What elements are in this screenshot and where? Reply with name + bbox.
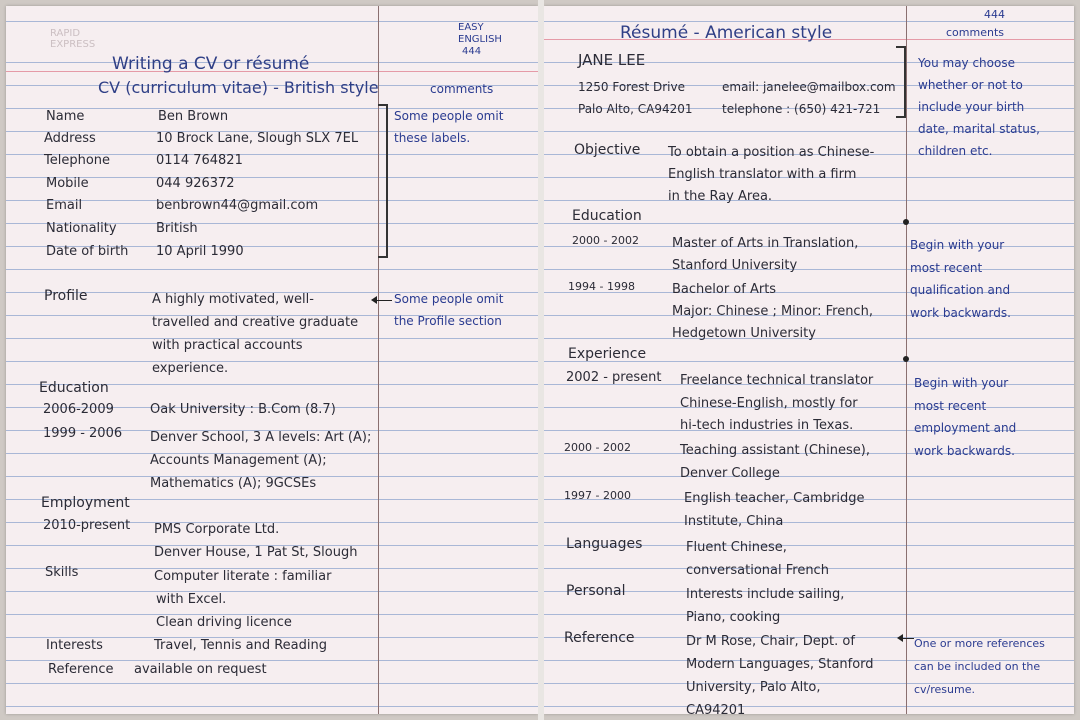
arrow-left-icon	[902, 638, 914, 639]
languages-entry: Fluent Chinese, conversational French	[686, 540, 829, 578]
education-date-2: 1999 - 2006	[43, 426, 123, 441]
education-date-2: 1994 - 1998	[568, 280, 635, 293]
experience-label: Experience	[568, 346, 647, 362]
education-label: Education	[39, 380, 109, 396]
nationality-value: British	[156, 221, 198, 236]
labels-bracket	[378, 104, 388, 258]
address-label: Address	[44, 131, 96, 146]
applicant-name: JANE LEE	[578, 51, 646, 69]
education-entry-1: Oak University : B.Com (8.7)	[150, 402, 336, 417]
nationality-label: Nationality	[46, 221, 117, 236]
comments-heading: comments	[946, 26, 1004, 39]
mobile-label: Mobile	[46, 176, 89, 191]
profile-text: A highly motivated, well- travelled and creative graduate with practical accounts experience.	[152, 292, 359, 376]
telephone-value: 0114 764821	[156, 153, 243, 168]
objective-label: Objective	[574, 142, 641, 158]
experience-entry-1: Freelance technical translator Chinese-English, mostly for hi-tech industries in Texas.	[680, 373, 874, 433]
marker-dot-icon	[903, 356, 909, 362]
reference-label: Reference	[48, 662, 114, 677]
dob-value: 10 April 1990	[156, 244, 244, 259]
education-date-1: 2006-2009	[43, 402, 114, 417]
comment-personal-details: You may choose whether or not to include your birth date, marital status, children etc.	[918, 56, 1040, 158]
address-value: 10 Brock Lane, Slough SLX 7EL	[156, 131, 359, 146]
applicant-contact: email: janelee@mailbox.com telephone : (650) 421-721	[722, 80, 896, 116]
employment-label: Employment	[41, 495, 130, 511]
education-entry-2: Bachelor of Arts Major: Chinese ; Minor: French, Hedgetown University	[672, 282, 873, 341]
experience-entry-2: Teaching assistant (Chinese), Denver College	[680, 443, 870, 481]
experience-date-2: 2000 - 2002	[564, 441, 631, 454]
skills-entry: Computer literate : familiar with Excel. Clean driving licence	[154, 569, 332, 630]
page-gap	[538, 0, 544, 720]
arrow-left-icon	[376, 300, 392, 301]
personal-entry: Interests include sailing, Piano, cooking	[686, 587, 845, 625]
email-label: Email	[46, 198, 83, 213]
personal-label: Personal	[566, 583, 626, 599]
interests-label: Interests	[46, 638, 103, 653]
cv-subtitle: CV (curriculum vitae) - British style	[98, 78, 379, 97]
comment-references: One or more references can be included on the cv/resume.	[914, 637, 1045, 696]
british-cv-page	[6, 6, 538, 714]
education-entry-1: Master of Arts in Translation, Stanford University	[672, 236, 859, 273]
mobile-value: 044 926372	[156, 176, 235, 191]
experience-entry-3: English teacher, Cambridge Institute, China	[684, 491, 865, 529]
header-bracket	[896, 46, 906, 118]
email-value: benbrown44@gmail.com	[156, 198, 319, 213]
comment-omit-profile: Some people omit the Profile section	[394, 292, 504, 328]
comments-heading: comments	[430, 82, 494, 96]
objective-text: To obtain a position as Chinese- English translator with a firm in the Ray Area.	[668, 145, 875, 204]
telephone-label: Telephone	[44, 153, 111, 168]
experience-date-1: 2002 - present	[566, 370, 662, 385]
skills-label: Skills	[45, 565, 79, 580]
profile-label: Profile	[44, 288, 88, 304]
education-label: Education	[572, 208, 642, 224]
comment-experience-order: Begin with your most recent employment and work backwards.	[914, 376, 1017, 458]
faint-stamp: RAPID EXPRESS	[50, 28, 96, 50]
cv-title: Writing a CV or résumé	[112, 54, 310, 74]
education-date-1: 2000 - 2002	[572, 234, 639, 247]
reference-label: Reference	[564, 630, 635, 646]
reference-entry: Dr M Rose, Chair, Dept. of Modern Languages, Stanford University, Palo Alto, CA94201	[686, 634, 874, 714]
dob-label: Date of birth	[46, 244, 129, 259]
comment-omit-labels: Some people omit these labels.	[394, 109, 504, 145]
applicant-address: 1250 Forest Drive Palo Alto, CA94201	[578, 80, 693, 116]
employment-entry: PMS Corporate Ltd. Denver House, 1 Pat St, Slough	[154, 522, 358, 560]
corner-tag: 444	[984, 8, 1005, 21]
education-entry-2: Denver School, 3 A levels: Art (A); Accounts Management (A); Mathematics (A); 9GCSEs	[150, 430, 372, 491]
comment-education-order: Begin with your most recent qualification and work backwards.	[910, 238, 1011, 320]
name-value: Ben Brown	[158, 109, 229, 124]
marker-dot-icon	[903, 219, 909, 225]
employment-date: 2010-present	[43, 518, 131, 533]
name-label: Name	[46, 109, 85, 124]
resume-title: Résumé - American style	[620, 23, 833, 43]
experience-date-3: 1997 - 2000	[564, 489, 631, 502]
corner-tag: EASY ENGLISH 444	[458, 22, 502, 57]
interests-value: Travel, Tennis and Reading	[154, 638, 327, 653]
languages-label: Languages	[566, 536, 643, 552]
reference-value: available on request	[134, 662, 267, 677]
american-resume-page	[544, 6, 1074, 714]
